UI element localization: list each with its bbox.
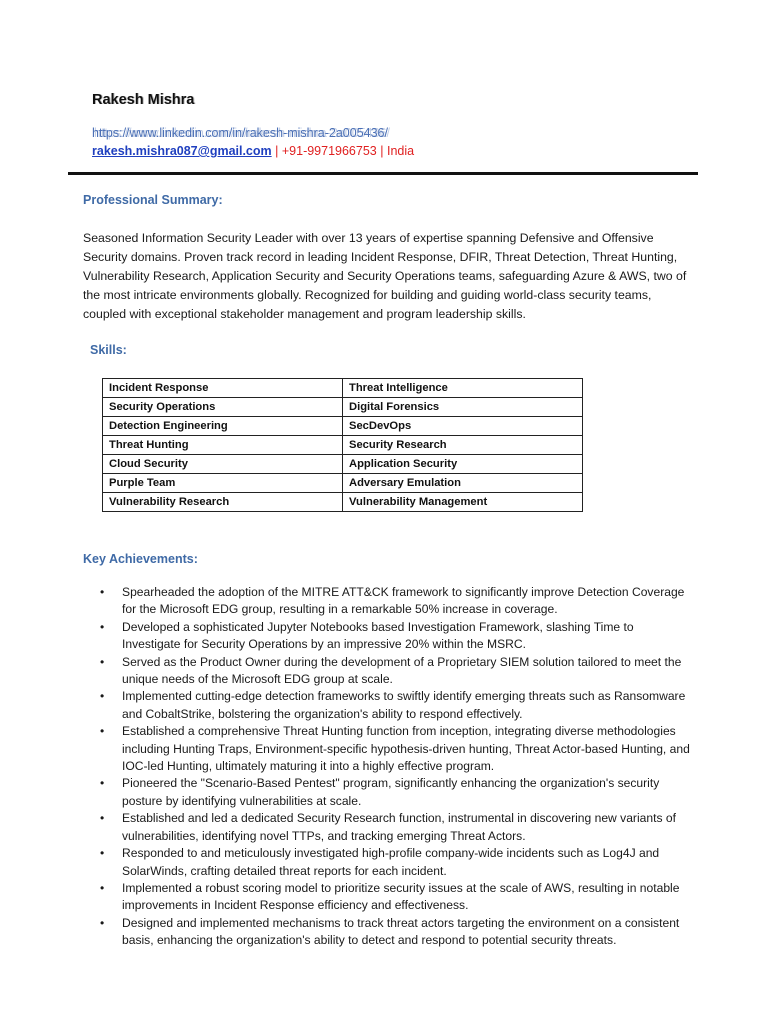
table-row (103, 379, 583, 398)
skill-cell: Vulnerability Research (103, 493, 343, 512)
bullet-icon: • (100, 724, 105, 739)
achievements-list (100, 584, 690, 950)
bullet-icon: • (100, 689, 105, 704)
list-item (100, 654, 690, 689)
achievement-text: Developed a sophisticated Jupyter Notebooks based Investigation Framework, slashing Time to Investigate for Security Operations by an impressive 20% within the MSRC. (122, 619, 634, 652)
list-item (100, 584, 690, 619)
skill-cell: Purple Team (103, 474, 343, 493)
skill-cell: Threat Hunting (103, 436, 343, 455)
skills-heading: Skills: (90, 343, 127, 357)
table-row (103, 455, 583, 474)
professional-summary-heading: Professional Summary: (83, 193, 223, 207)
bullet-icon: • (100, 776, 105, 791)
achievement-text: Implemented cutting-edge detection frameworks to swiftly identify emerging threats such as Ransomware and CobaltStrike, bolstering the organization's ability to respond effectively. (122, 689, 686, 721)
table-row (103, 474, 583, 493)
list-item (100, 810, 690, 845)
skill-cell: Cloud Security (103, 455, 343, 474)
bullet-icon: • (100, 811, 105, 826)
skill-cell: Adversary Emulation (343, 474, 583, 493)
phone-number: +91-9971966753 (281, 144, 377, 158)
separator: | (380, 144, 384, 158)
skill-cell: Security Operations (103, 398, 343, 417)
bullet-icon: • (100, 846, 105, 861)
skill-cell: Detection Engineering (103, 417, 343, 436)
contact-line (92, 144, 414, 158)
achievement-text: Spearheaded the adoption of the MITRE ATT&CK framework to significantly improve Detection Coverage for the Microsoft EDG group, resulting in a remarkable 50% increase in coverage. (122, 585, 685, 617)
email-link[interactable]: rakesh.mishra087@gmail.com (92, 144, 272, 158)
skill-cell: Incident Response (103, 379, 343, 398)
professional-summary-text: Seasoned Information Security Leader with over 13 years of expertise spanning Defensive and Offensive Security domains. Proven track record in leading Incident Response, DFIR, Threat Detection, Threat Hunting, Vulnerability Research, Application Security and Security Operations teams, safeguarding Azure & AWS, two of the most intricate environments globally. Recognized for building and guiding world-class security teams, coupled with exceptional stakeholder management and program leadership skills. (83, 231, 687, 321)
achievement-text: Served as the Product Owner during the development of a Proprietary SIEM solution tailored to meet the unique needs of the Microsoft EDG group at scale. (122, 654, 682, 687)
separator: | (275, 144, 279, 158)
list-item (100, 775, 690, 810)
bullet-icon: • (100, 915, 105, 930)
achievement-text: Responded to and meticulously investigated high-profile company-wide incidents such as Log4J and SolarWinds, crafting detailed threat reports for each incident. (122, 846, 660, 878)
skills-table (102, 378, 583, 512)
list-item (100, 845, 690, 880)
list-item (100, 915, 690, 950)
candidate-name: Rakesh Mishra (92, 92, 195, 108)
bullet-icon: • (100, 585, 105, 599)
achievement-text: Implemented a robust scoring model to prioritize security issues at the scale of AWS, resulting in notable improvements in Incident Response efficiency and effectiveness. (122, 880, 680, 913)
skill-cell: Application Security (343, 455, 583, 474)
header-divider (68, 172, 698, 175)
list-item (100, 619, 690, 654)
skill-cell: Digital Forensics (343, 398, 583, 417)
table-row (103, 417, 583, 436)
skill-cell: Vulnerability Management (343, 493, 583, 512)
achievement-text: Designed and implemented mechanisms to track threat actors targeting the environment on a consistent basis, enhancing the organization's ability to detect and respond to potential security threats. (122, 915, 680, 948)
skill-cell: Threat Intelligence (343, 379, 583, 398)
achievement-text: Established a comprehensive Threat Hunting function from inception, integrating diverse methodologies including Hunting Traps, Environment-specific hypothesis-driven hunting, Threat Actor-based Hunting, and IOC-led Hunting, ultimately maturing it into a highly effective program. (122, 724, 690, 774)
linkedin-link[interactable]: https://www.linkedin.com/in/rakesh-mishra-2a005436/ (92, 126, 388, 140)
table-row (103, 436, 583, 455)
achievement-text: Pioneered the "Scenario-Based Pentest" program, significantly enhancing the organization's security posture by identifying vulnerabilities at scale. (122, 776, 660, 808)
bullet-icon: • (100, 619, 105, 634)
bullet-icon: • (100, 654, 105, 669)
table-row (103, 398, 583, 417)
achievement-text: Established and led a dedicated Security Research function, instrumental in discovering new variants of vulnerabilities, identifying novel TTPs, and tracking emerging Threat Actors. (122, 811, 676, 843)
list-item (100, 688, 690, 723)
table-row (103, 493, 583, 512)
bullet-icon: • (100, 880, 105, 895)
list-item (100, 723, 690, 775)
list-item (100, 880, 690, 915)
key-achievements-heading: Key Achievements: (83, 552, 198, 566)
skill-cell: SecDevOps (343, 417, 583, 436)
country: India (386, 144, 415, 158)
skill-cell: Security Research (343, 436, 583, 455)
